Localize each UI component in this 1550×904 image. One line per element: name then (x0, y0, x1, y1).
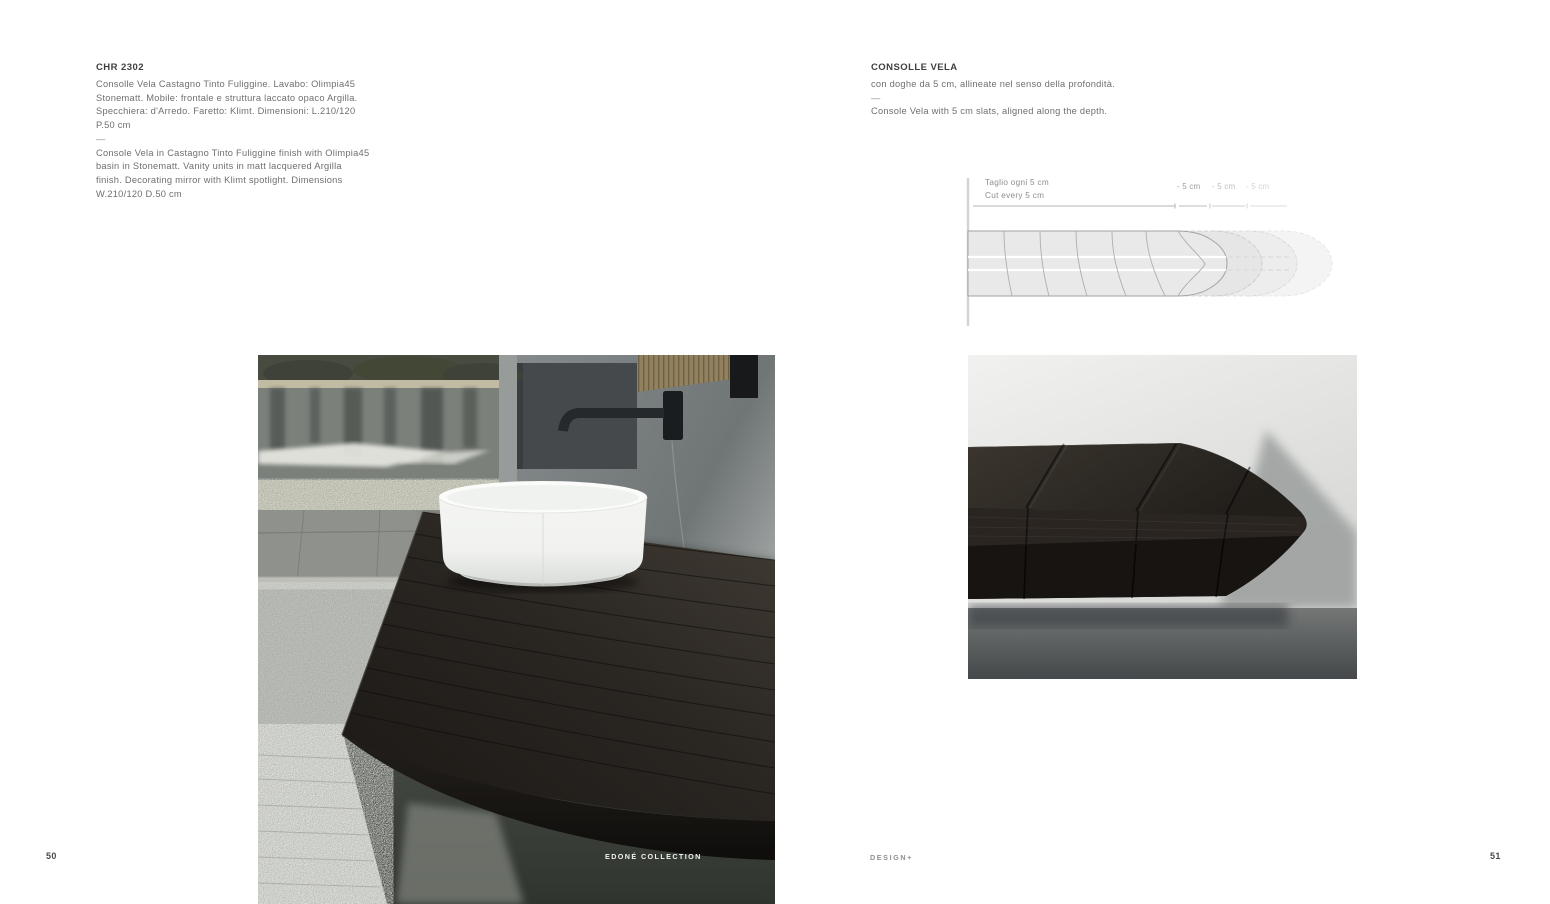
photo-caption: EDONÉ COLLECTION (605, 852, 702, 861)
description-en-line: W.210/120 D.50 cm (96, 188, 182, 199)
left-page-number: 50 (46, 851, 57, 861)
text-separator: — (871, 92, 881, 103)
description-it-line: Specchiera: d'Arredo. Faretto: Klimt. Dimensioni: L.210/120 (96, 106, 356, 117)
diagram-console-profile (968, 231, 1227, 296)
right-photo-console-detail (968, 355, 1357, 679)
dark-frame (730, 355, 758, 398)
product-code: CHR 2302 (96, 62, 144, 73)
right-section-textblock (871, 62, 1115, 119)
increment-label: - 5 cm (1177, 182, 1201, 191)
description-en-line: finish. Decorating mirror with Klimt spotlight. Dimensions (96, 174, 343, 185)
section-description-it: con doghe da 5 cm, allineate nel senso della profondità. (871, 79, 1115, 89)
left-photo-drawing (258, 355, 775, 904)
diagram-dimension-line (973, 204, 1287, 209)
cut-diagram (966, 175, 1346, 333)
section-title: CONSOLLE VELA (871, 62, 958, 73)
footer-brand: DESIGN+ (870, 853, 913, 862)
increment-label: - 5 cm (1212, 182, 1236, 191)
description-it-line: Consolle Vela Castagno Tinto Fuliggine. Lavabo: Olimpia45 (96, 79, 356, 89)
description-en-line: basin in Stonematt. Vanity units in matt lacquered Argilla (96, 161, 342, 172)
increment-label: - 5 cm (1246, 182, 1270, 191)
left-photo-bathroom-scene (258, 355, 775, 904)
section-description-en: Console Vela with 5 cm slats, aligned along the depth. (871, 106, 1108, 117)
description-it-line: Stonematt. Mobile: frontale e struttura laccato opaco Argilla. (96, 92, 358, 103)
text-separator: — (96, 133, 106, 144)
olimpia45-basin (439, 481, 647, 587)
description-it-line: P.50 cm (96, 120, 131, 131)
left-product-textblock (96, 62, 369, 201)
description-en-line: Console Vela in Castagno Tinto Fuliggine finish with Olimpia45 (96, 147, 370, 158)
diagram-label-en: Cut every 5 cm (985, 191, 1045, 200)
right-photo-drawing (968, 355, 1357, 679)
right-page-number: 51 (1490, 851, 1501, 861)
diagram-label-it: Taglio ogni 5 cm (985, 178, 1049, 187)
